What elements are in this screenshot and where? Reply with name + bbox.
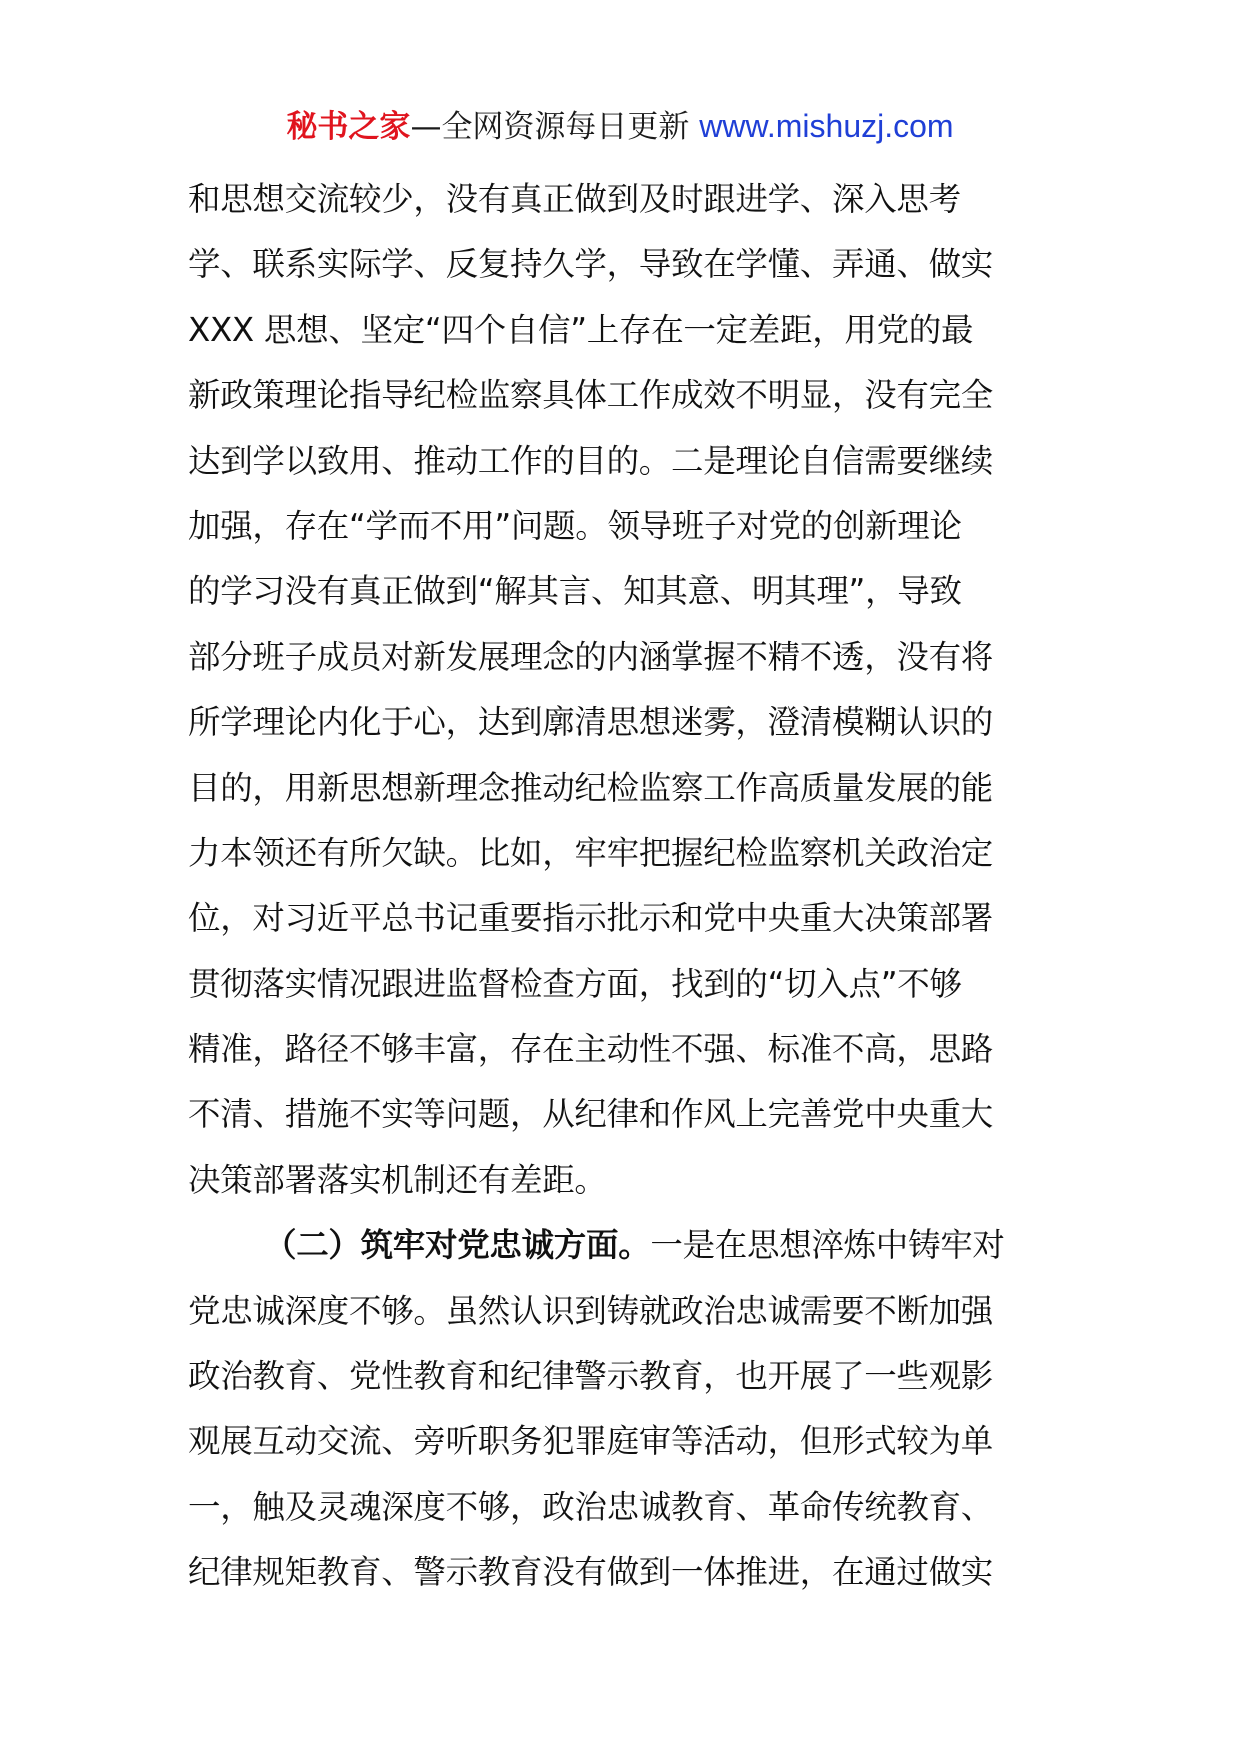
text-line: 力本领还有所欠缺。比如，牢牢把握纪检监察机关政治定 [188, 833, 994, 872]
text-line: XXX 思想、坚定“四个自信”上存在一定差距，用党的最 [188, 310, 974, 349]
text-line: 一，触及灵魂深度不够，政治忠诚教育、革命传统教育、 [188, 1487, 994, 1526]
text-line: 的学习没有真正做到“解其言、知其意、明其理”，导致 [188, 572, 962, 611]
text-line: 纪律规矩教育、警示教育没有做到一体推进，在通过做实 [188, 1553, 994, 1592]
text-line: 政治教育、党性教育和纪律警示教育，也开展了一些观影 [188, 1357, 994, 1396]
page-header [0, 104, 1240, 149]
text-line: 观展互动交流、旁听职务犯罪庭审等活动，但形式较为单 [188, 1422, 994, 1461]
text-line: 不清、措施不实等问题，从纪律和作风上完善党中央重大 [188, 1095, 994, 1134]
text-line: 党忠诚深度不够。虽然认识到铸就政治忠诚需要不断加强 [188, 1291, 994, 1330]
text-line: 和思想交流较少，没有真正做到及时跟进学、深入思考 [188, 180, 961, 218]
text-line: 部分班子成员对新发展理念的内涵掌握不精不透，没有将 [188, 637, 994, 676]
section-heading-line [188, 1213, 1054, 1278]
text-line: 决策部署落实机制还有差距。 [188, 1160, 607, 1199]
site-url-link[interactable]: www.mishuzj.com [699, 108, 954, 144]
brand-name: 秘书之家 [286, 109, 411, 145]
section-heading: （二）筑牢对党忠诚方面。 [264, 1226, 651, 1265]
text-line: 新政策理论指导纪检监察具体工作成效不明显，没有完全 [188, 376, 994, 415]
header-tagline: —全网资源每日更新 [410, 109, 700, 145]
text-line: 所学理论内化于心，达到廓清思想迷雾，澄清模糊认识的 [188, 703, 994, 742]
document-body [188, 167, 1054, 1606]
text-line: 贯彻落实情况跟进监督检查方面，找到的“切入点”不够 [188, 964, 962, 1003]
section-first-line-text: 一是在思想淬炼中铸牢对 [650, 1226, 1005, 1265]
text-line: 位，对习近平总书记重要指示批示和党中央重大决策部署 [188, 899, 994, 938]
text-line: 达到学以致用、推动工作的目的。二是理论自信需要继续 [188, 441, 994, 480]
text-line: 加强，存在“学而不用”问题。领导班子对党的创新理论 [188, 506, 962, 545]
text-line: 精准，路径不够丰富，存在主动性不强、标准不高，思路 [188, 1030, 994, 1069]
text-line: 学、联系实际学、反复持久学，导致在学懂、弄通、做实 [188, 245, 994, 284]
text-line: 目的，用新思想新理念推动纪检监察工作高质量发展的能 [188, 768, 994, 807]
